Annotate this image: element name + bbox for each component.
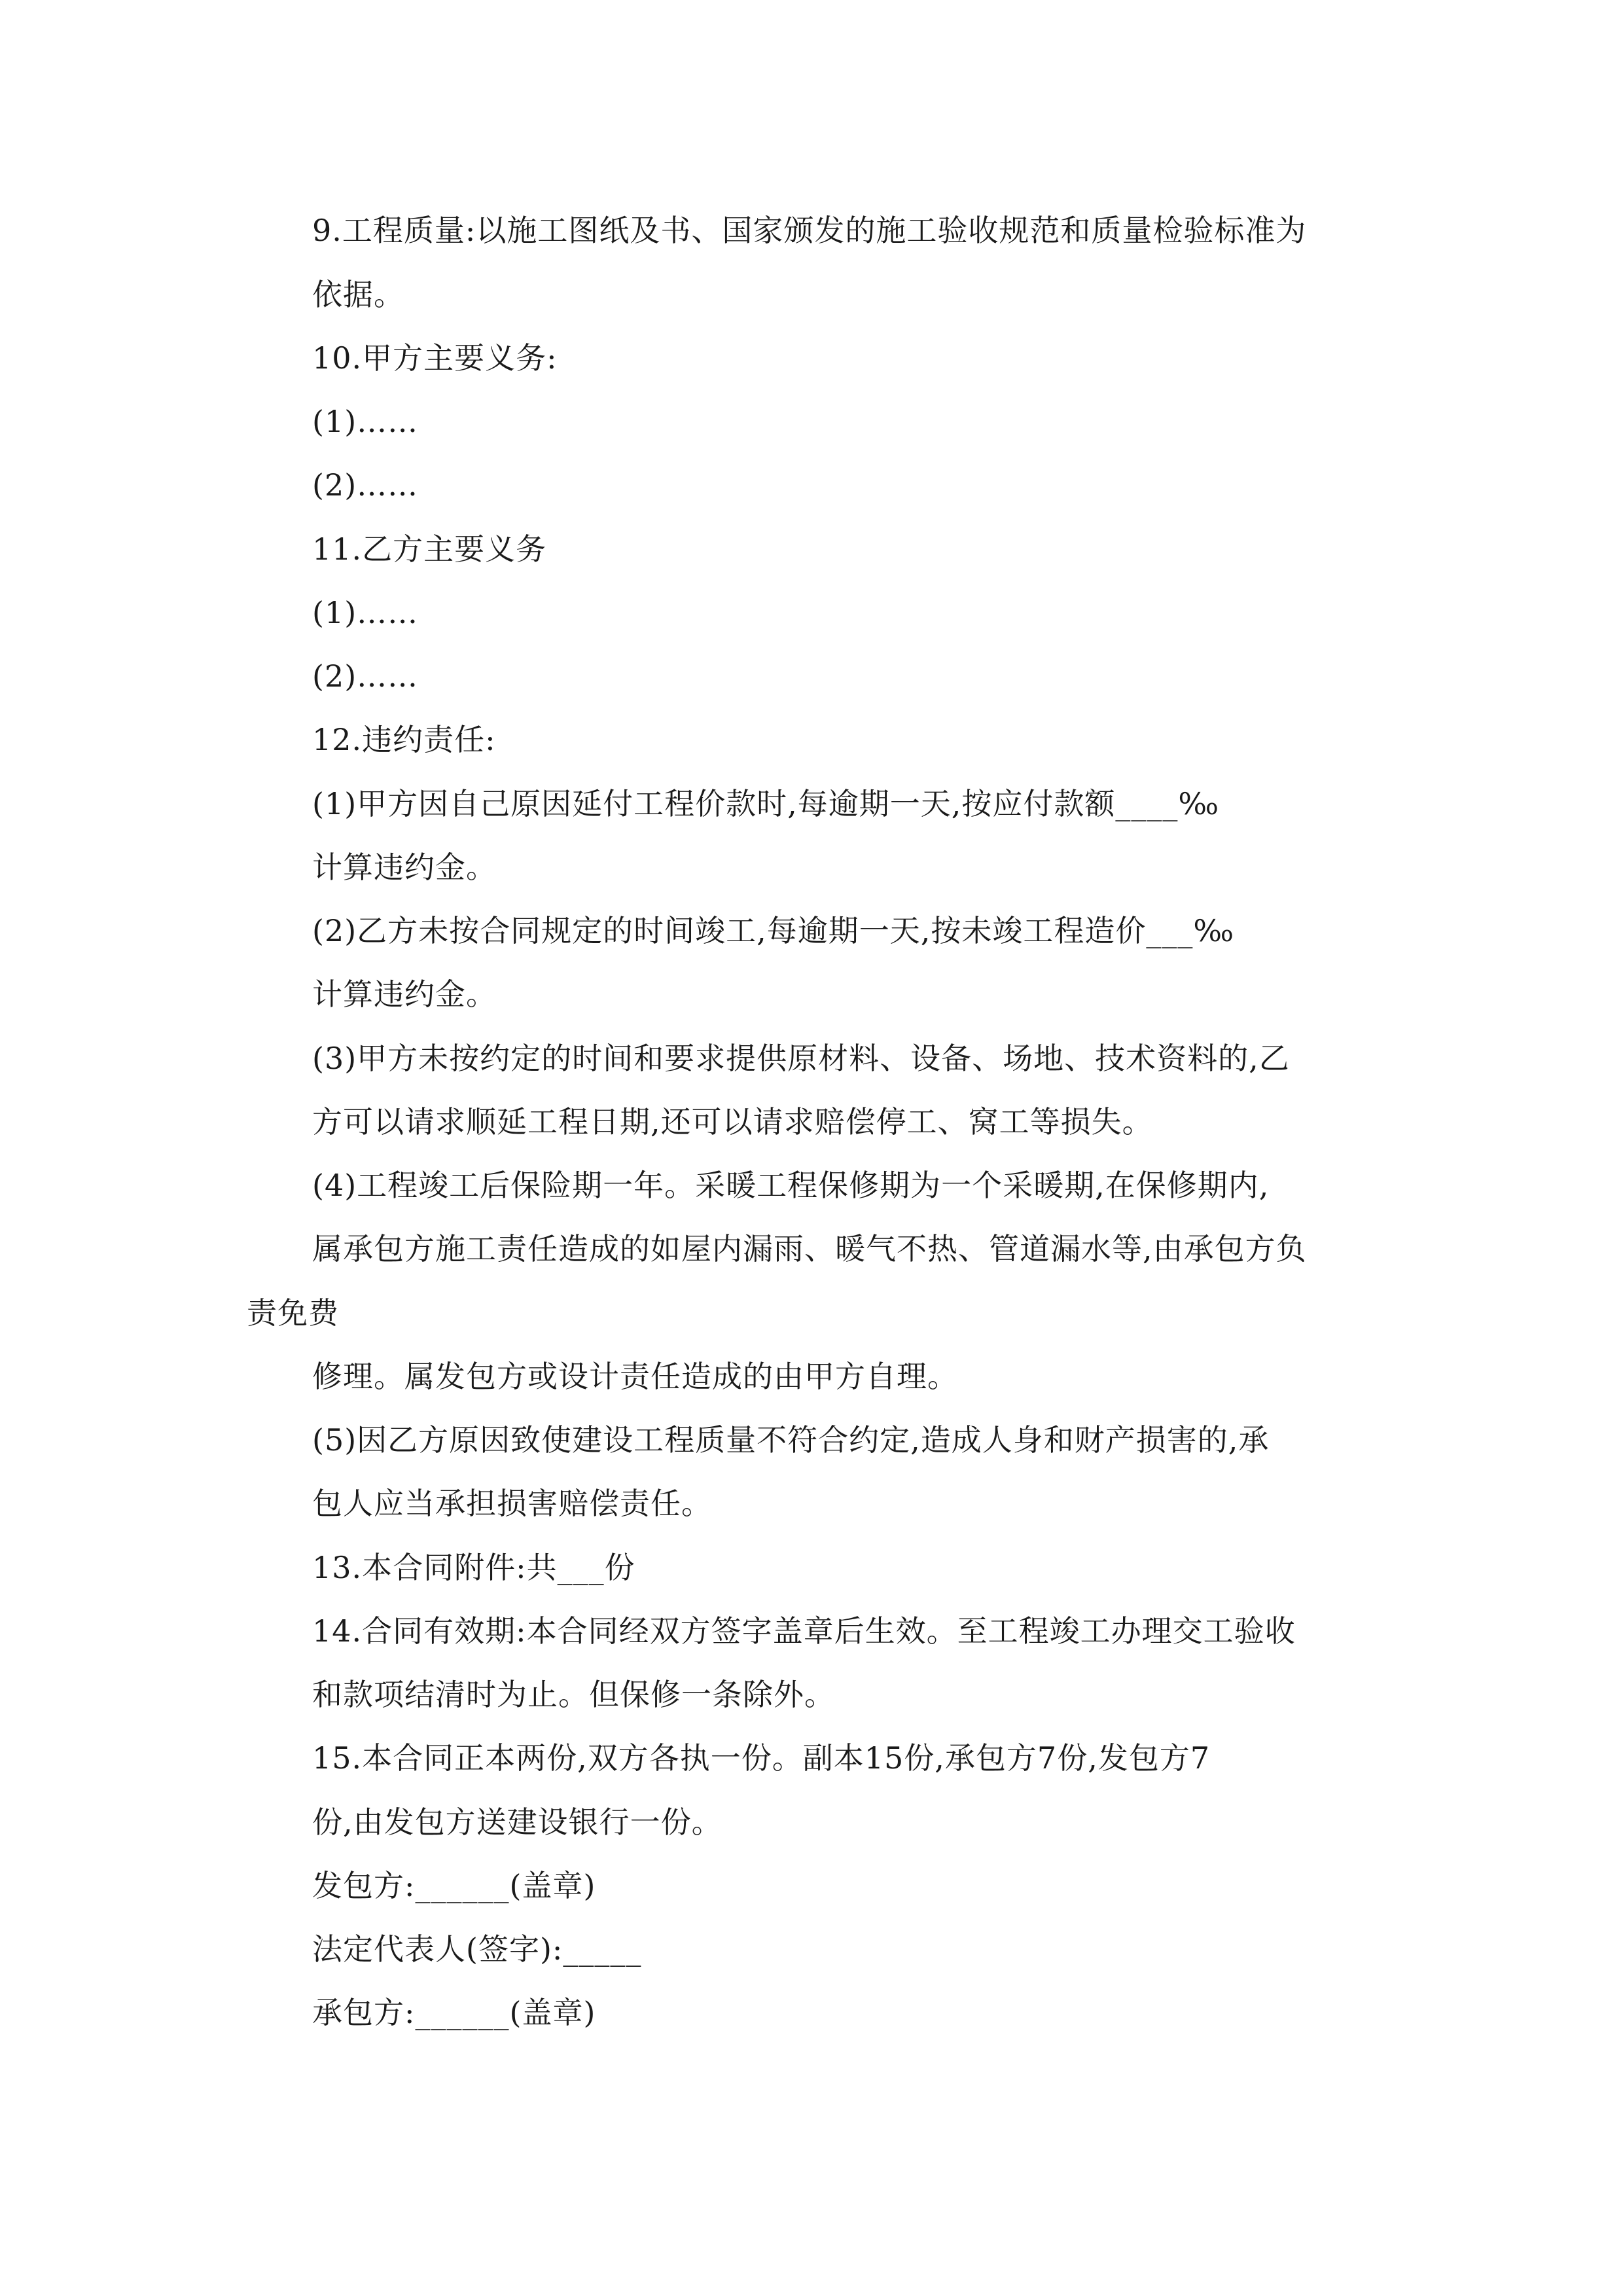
clause-12-heading: 12.违约责任: bbox=[312, 722, 496, 757]
clause-12-item-2-line-1: (2)乙方未按合同规定的时间竣工,每逾期一天,按未竣工程造价___‰ bbox=[312, 913, 1235, 948]
clause-12-item-4-line-4: 修理。属发包方或设计责任造成的由甲方自理。 bbox=[312, 1359, 958, 1394]
clause-10-item-1: (1)…… bbox=[312, 404, 419, 439]
clause-11-item-2: (2)…… bbox=[312, 658, 419, 694]
clause-12-item-2-line-2: 计算违约金。 bbox=[312, 977, 497, 1012]
clause-9-line-1: 9.工程质量:以施工图纸及书、国家颁发的施工验收规范和质量检验标准为 bbox=[312, 213, 1307, 248]
clause-13: 13.本合同附件:共___份 bbox=[312, 1550, 635, 1585]
clause-12-item-4-line-2: 属承包方施工责任造成的如屋内漏雨、暖气不热、管道漏水等,由承包方负 bbox=[312, 1231, 1307, 1266]
clause-11-heading: 11.乙方主要义务 bbox=[312, 531, 547, 567]
clause-15-line-1: 15.本合同正本两份,双方各执一份。副本15份,承包方7份,发包方7 bbox=[312, 1740, 1211, 1776]
clause-12-item-3-line-1: (3)甲方未按约定的时间和要求提供原材料、设备、场地、技术资料的,乙 bbox=[312, 1041, 1290, 1076]
clause-10-item-2: (2)…… bbox=[312, 467, 419, 503]
clause-14-line-1: 14.合同有效期:本合同经双方签字盖章后生效。至工程竣工办理交工验收 bbox=[312, 1613, 1296, 1649]
clause-15-line-2: 份,由发包方送建设银行一份。 bbox=[312, 1804, 722, 1840]
signature-employer: 发包方:______(盖章) bbox=[312, 1868, 596, 1903]
clause-12-item-5-line-2: 包人应当承担损害赔偿责任。 bbox=[312, 1486, 712, 1521]
clause-14-line-2: 和款项结清时为止。但保修一条除外。 bbox=[312, 1677, 835, 1712]
clause-12-item-3-line-2: 方可以请求顺延工程日期,还可以请求赔偿停工、窝工等损失。 bbox=[312, 1104, 1153, 1139]
clause-12-item-1-line-2: 计算违约金。 bbox=[312, 850, 497, 885]
clause-12-item-1-line-1: (1)甲方因自己原因延付工程价款时,每逾期一天,按应付款额____‰ bbox=[312, 786, 1220, 821]
clause-10-heading: 10.甲方主要义务: bbox=[312, 340, 558, 376]
clause-12-item-4-line-3: 责免费 bbox=[247, 1295, 339, 1331]
clause-12-item-5-line-1: (5)因乙方原因致使建设工程质量不符合约定,造成人身和财产损害的,承 bbox=[312, 1422, 1270, 1458]
clause-12-item-4-line-1: (4)工程竣工后保险期一年。采暖工程保修期为一个采暖期,在保修期内, bbox=[312, 1168, 1270, 1203]
clause-11-item-1: (1)…… bbox=[312, 595, 419, 630]
clause-9-line-2: 依据。 bbox=[312, 277, 404, 312]
signature-contractor: 承包方:______(盖章) bbox=[312, 1995, 596, 2030]
signature-legal-representative: 法定代表人(签字):_____ bbox=[312, 1931, 642, 1967]
